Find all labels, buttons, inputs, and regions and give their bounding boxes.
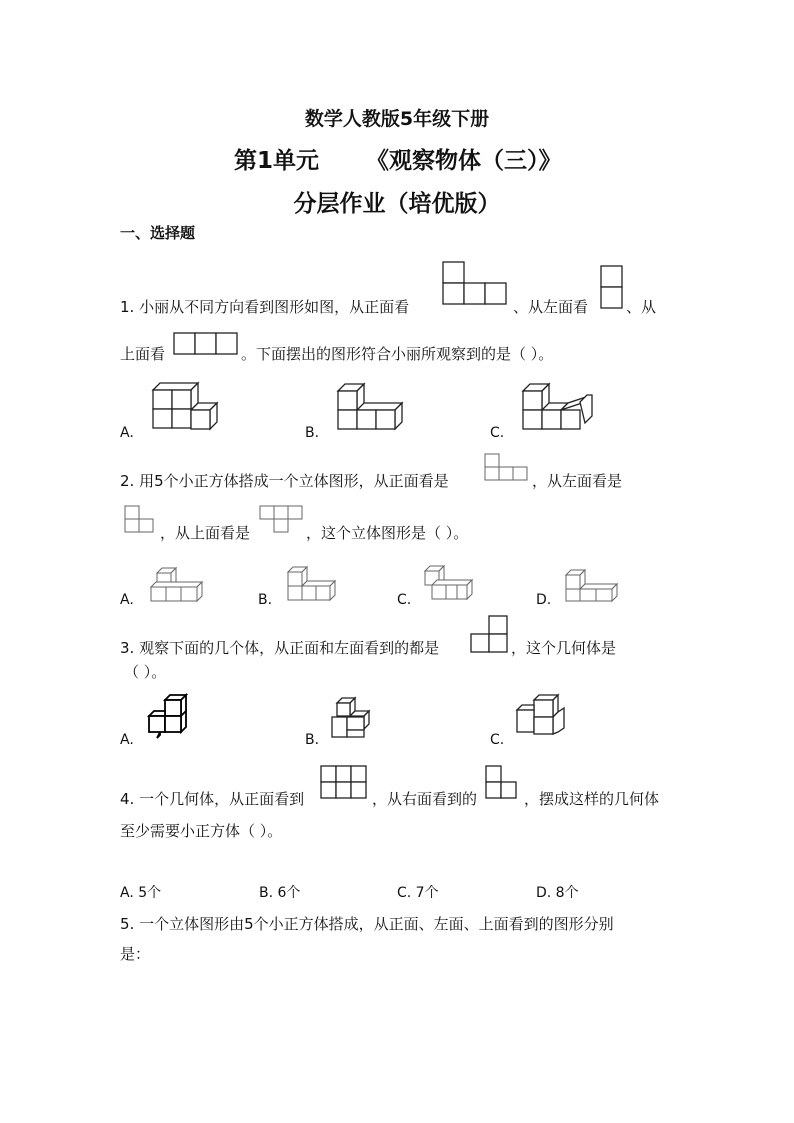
q3-option-c[interactable]: C.	[490, 732, 505, 748]
q2-text-2: ，从左面看是	[532, 472, 623, 490]
q2-option-b-cubes	[287, 566, 339, 606]
q2-option-d-cubes	[565, 569, 621, 605]
q3-option-b[interactable]: B.	[305, 732, 320, 748]
q4-option-c[interactable]: C. 7个	[397, 885, 439, 901]
q1-left-view	[600, 265, 624, 309]
q5-text-1: 5. 一个立体图形由5个小正方体搭成，从正面、左面、上面看到的图形分别	[120, 915, 614, 933]
q1-option-b-cubes	[337, 383, 405, 431]
q4-text-1: 4. 一个几何体，从正面看到	[120, 790, 305, 808]
q2-option-a-cubes	[150, 567, 206, 605]
doc-title: 数学人教版5年级下册	[304, 108, 490, 130]
q2-option-c-cubes	[424, 565, 476, 607]
q2-option-a[interactable]: A.	[120, 592, 134, 608]
q4-right-view	[485, 765, 521, 801]
q4-option-a[interactable]: A. 5个	[120, 885, 162, 901]
q2-text-4: ，这个立体图形是（ ）。	[306, 524, 469, 542]
q3-text-2: ，这个几何体是	[511, 639, 617, 657]
q3-view	[470, 615, 510, 655]
q1-option-a[interactable]: A.	[120, 425, 134, 441]
q3-option-a-cubes	[147, 694, 189, 740]
q1-text-1: 1. 小丽从不同方向看到图形如图，从正面看	[120, 298, 410, 316]
q1-option-c[interactable]: C.	[490, 425, 505, 441]
q2-option-d[interactable]: D.	[536, 592, 552, 608]
q3-text-3: （ ）。	[124, 663, 167, 681]
q1-top-view	[173, 332, 239, 356]
q1-option-a-cubes	[152, 382, 220, 430]
q1-text-2: 、从左面看	[513, 298, 589, 316]
q1-option-b[interactable]: B.	[305, 425, 320, 441]
topic-title: 《观察物体（三）》	[366, 148, 562, 174]
q2-option-c[interactable]: C.	[397, 592, 412, 608]
q3-option-a[interactable]: A.	[120, 732, 134, 748]
q3-text-1: 3. 观察下面的几个体，从正面和左面看到的都是	[120, 639, 440, 657]
q4-option-d[interactable]: D. 8个	[536, 885, 579, 901]
q1-option-c-cubes	[522, 383, 594, 431]
q1-text-3: 、从	[626, 298, 657, 316]
unit-title: 第1单元	[234, 148, 320, 174]
q3-option-b-cubes	[331, 697, 375, 741]
q4-text-2: ，从右面看到的	[372, 790, 478, 808]
subtitle: 分层作业（培优版）	[293, 191, 501, 217]
q2-text-3: ，从上面看是	[160, 524, 251, 542]
q4-text-3: ，摆成这样的几何体	[524, 790, 660, 808]
q1-front-view	[442, 261, 508, 305]
q2-top-view	[259, 505, 305, 535]
q2-text-1: 2. 用5个小正方体搭成一个立体图形，从正面看是	[120, 472, 449, 490]
q2-left-view	[124, 505, 156, 535]
q1-text-4: 上面看	[120, 345, 166, 363]
q2-option-b[interactable]: B.	[258, 592, 273, 608]
q2-front-view	[484, 453, 530, 483]
q3-option-c-cubes	[516, 694, 566, 740]
section-heading: 一、选择题	[120, 224, 196, 242]
q1-text-5: 。下面摆出的图形符合小丽所观察到的是（ ）。	[241, 345, 554, 363]
q4-text-4: 至少需要小正方体（ ）。	[120, 822, 283, 840]
q5-text-2: 是：	[120, 945, 151, 963]
q4-option-b[interactable]: B. 6个	[259, 885, 301, 901]
q4-front-view	[320, 765, 370, 801]
